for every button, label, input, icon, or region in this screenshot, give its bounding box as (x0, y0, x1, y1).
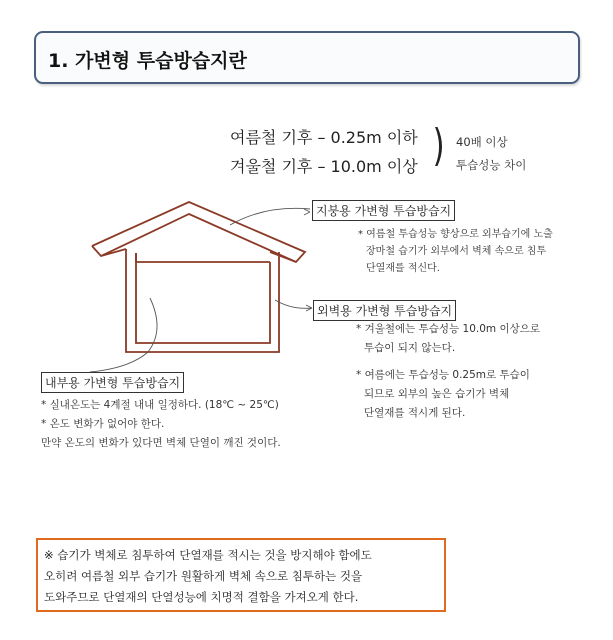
roof-note-line: 장마철 습기가 외부에서 벽체 속으로 침투 (366, 246, 547, 257)
winter-climate-text: 겨울철 기후 – 10.0m 이상 (230, 157, 418, 176)
wall-outer-line (126, 249, 279, 352)
side-note-difference: 투습성능 차이 (456, 158, 527, 172)
interior-membrane-label: 내부용 가변형 투습방습지 (41, 372, 184, 393)
summer-climate-text: 여름철 기후 – 0.25m 이하 (230, 128, 418, 147)
roof-note-line: 단열재를 적신다. (366, 263, 440, 274)
wall-notes-summer (356, 366, 530, 423)
interior-note-line: * 실내온도는 4계절 내내 일정하다. (18℃ ~ 25℃) (41, 399, 279, 411)
side-note-ratio: 40배 이상 (456, 135, 508, 149)
warning-line: ※ 습기가 벽체로 침투하여 단열재를 적시는 것을 방지해야 함에도 (44, 548, 372, 562)
brace-symbol: ) (432, 120, 445, 171)
roof-outer-line (92, 202, 305, 262)
warning-box (36, 538, 446, 612)
wall-note-line: 투습이 되지 않는다. (364, 342, 456, 354)
interior-note-line: * 온도 변화가 없어야 한다. (41, 418, 165, 430)
wall-inner-line (136, 253, 270, 343)
interior-note-line: 만약 온도의 변화가 있다면 벽체 단열이 깨진 것이다. (41, 437, 281, 449)
wall-note-line: * 겨울철에는 투습성능 10.0m 이상으로 (356, 323, 541, 335)
roof-membrane-label: 지붕용 가변형 투습방습지 (312, 200, 455, 221)
roof-note-line: * 여름철 투습성능 향상으로 외부습기에 노출 (358, 229, 553, 240)
wall-note-line: 되므로 외부의 높은 습기가 벽체 (364, 388, 510, 400)
wall-note-line: 단열재를 적시게 된다. (364, 407, 466, 419)
roof-leader-arrow (304, 209, 310, 215)
interior-notes (41, 396, 281, 453)
wall-leader (275, 300, 312, 308)
wall-membrane-label: 외벽용 가변형 투습방습지 (313, 300, 456, 321)
interior-leader (90, 298, 157, 372)
roof-notes (358, 226, 553, 277)
wall-notes-winter (356, 320, 540, 358)
roof-inner-line (101, 214, 296, 262)
roof-eave-left (92, 246, 126, 256)
roof-leader (230, 208, 310, 225)
wall-note-line: * 여름에는 투습성능 0.25m로 투습이 (356, 369, 530, 381)
warning-line: 도와주므로 단열재의 단열성능에 치명적 결함을 가져오게 한다. (44, 590, 359, 604)
warning-line: 오히려 여름철 외부 습기가 원활하게 벽체 속으로 침투하는 것을 (44, 569, 363, 583)
page-title: 1. 가변형 투습방습지란 (48, 50, 247, 72)
